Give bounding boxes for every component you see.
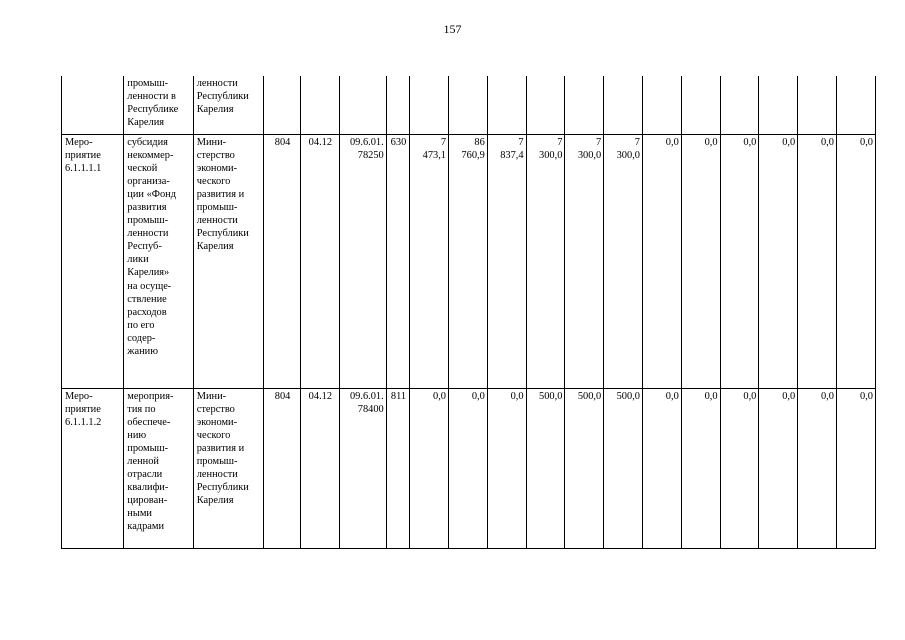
executor-cell: Мини- стерство экономи- ческого развития и промыш- ленности Республики Карелия xyxy=(193,134,263,388)
status-cell: Меро- приятие 6.1.1.1.1 xyxy=(62,134,124,388)
executor-cell: ленности Республики Карелия xyxy=(193,76,263,134)
value-cell: 0,0 xyxy=(681,134,720,388)
vr-cell xyxy=(386,76,409,134)
csr-cell: 09.6.01. 78400 xyxy=(339,388,386,548)
grbs-cell xyxy=(264,76,301,134)
rzpr-cell: 04.12 xyxy=(300,134,339,388)
value-cell: 7 837,4 xyxy=(487,134,526,388)
value-cell xyxy=(565,76,604,134)
value-cell: 0,0 xyxy=(798,388,837,548)
status-cell xyxy=(62,76,124,134)
csr-cell: 09.6.01. 78250 xyxy=(339,134,386,388)
value-cell: 0,0 xyxy=(643,134,682,388)
measure-name-cell: промыш- ленности в Республике Карелия xyxy=(124,76,193,134)
value-cell xyxy=(643,76,682,134)
value-cell: 0,0 xyxy=(487,388,526,548)
value-cell: 0,0 xyxy=(836,134,875,388)
grbs-cell: 804 xyxy=(264,134,301,388)
value-cell: 500,0 xyxy=(526,388,565,548)
value-cell xyxy=(720,76,759,134)
value-cell xyxy=(604,76,643,134)
measure-name-cell: мероприя- тия по обеспече- нию промыш- ленной отрасли квалифи- цирован- ными кадрами xyxy=(124,388,193,548)
vr-cell: 630 xyxy=(386,134,409,388)
rzpr-cell xyxy=(300,76,339,134)
value-cell: 0,0 xyxy=(798,134,837,388)
executor-cell: Мини- стерство экономи- ческого развития и промыш- ленности Республики Карелия xyxy=(193,388,263,548)
value-cell: 7 300,0 xyxy=(526,134,565,388)
value-cell: 0,0 xyxy=(410,388,449,548)
value-cell xyxy=(526,76,565,134)
value-cell: 7 473,1 xyxy=(410,134,449,388)
table-row xyxy=(62,388,876,548)
value-cell xyxy=(681,76,720,134)
value-cell: 0,0 xyxy=(759,388,798,548)
value-cell: 0,0 xyxy=(720,134,759,388)
value-cell xyxy=(759,76,798,134)
value-cell: 7 300,0 xyxy=(604,134,643,388)
value-cell: 0,0 xyxy=(681,388,720,548)
value-cell xyxy=(798,76,837,134)
page-number: 157 xyxy=(443,22,462,36)
value-cell: 7 300,0 xyxy=(565,134,604,388)
value-cell: 0,0 xyxy=(643,388,682,548)
budget-table xyxy=(61,76,876,549)
grbs-cell: 804 xyxy=(264,388,301,548)
table-row xyxy=(62,134,876,388)
table-row xyxy=(62,76,876,134)
value-cell: 0,0 xyxy=(720,388,759,548)
value-cell xyxy=(487,76,526,134)
rzpr-cell: 04.12 xyxy=(300,388,339,548)
value-cell: 500,0 xyxy=(604,388,643,548)
table-body xyxy=(62,76,876,548)
status-cell: Меро- приятие 6.1.1.1.2 xyxy=(62,388,124,548)
value-cell xyxy=(836,76,875,134)
value-cell: 0,0 xyxy=(759,134,798,388)
value-cell xyxy=(410,76,449,134)
value-cell: 500,0 xyxy=(565,388,604,548)
csr-cell xyxy=(339,76,386,134)
measure-name-cell: субсидия некоммер- ческой организа- ции «Фонд развития промыш- ленности Респуб- лики Карелия» на осуще- ствление расходов по его содер- жанию xyxy=(124,134,193,388)
vr-cell: 811 xyxy=(386,388,409,548)
value-cell: 0,0 xyxy=(449,388,488,548)
value-cell: 86 760,9 xyxy=(449,134,488,388)
value-cell xyxy=(449,76,488,134)
value-cell: 0,0 xyxy=(836,388,875,548)
